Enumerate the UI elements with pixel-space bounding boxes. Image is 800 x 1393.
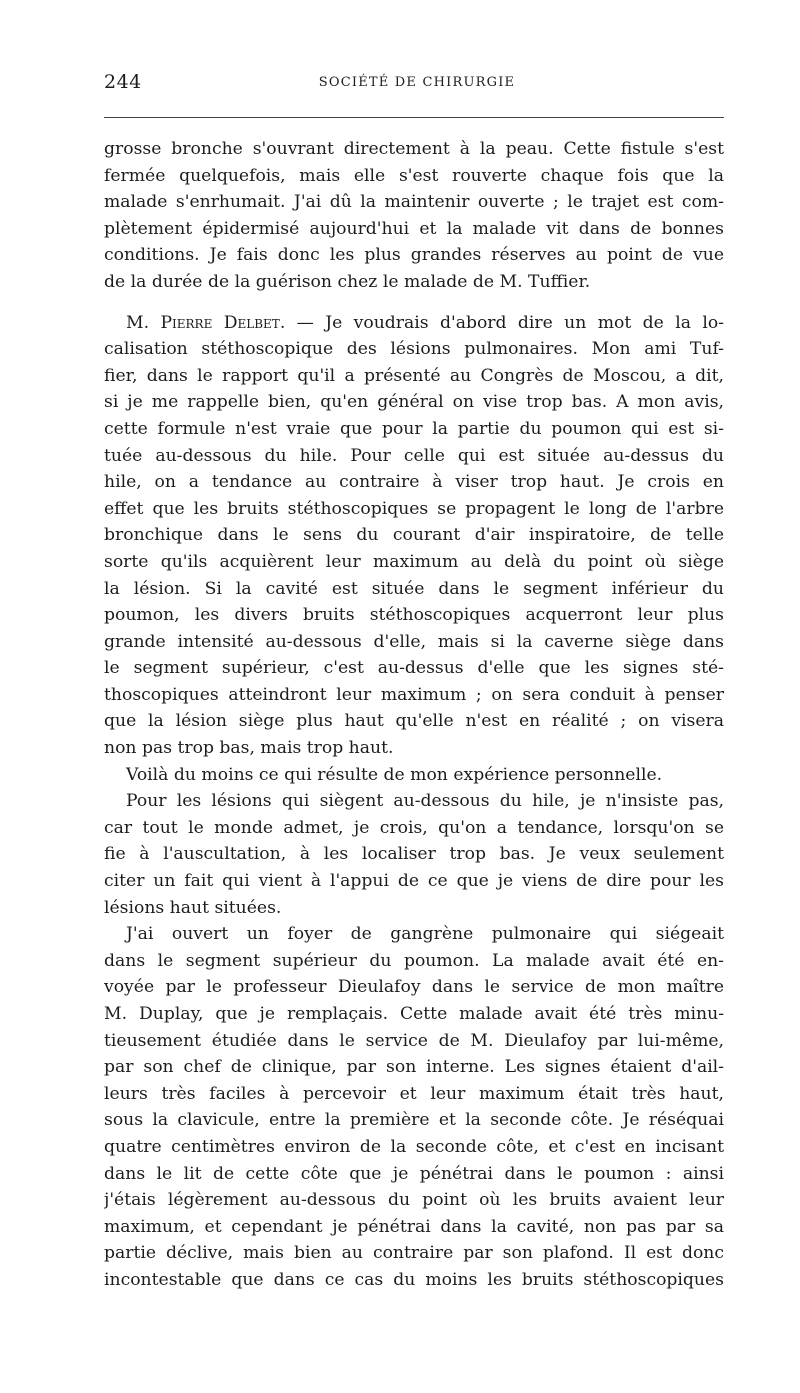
- text-line: poumon, les divers bruits stéthoscopiques acquerront leur plus: [104, 605, 724, 626]
- text-line: incontestable que dans ce cas du moins les bruits stéthoscopiques: [104, 1269, 724, 1290]
- header-rule: [104, 117, 724, 118]
- text-line: maximum, et cependant je pénétrai dans la cavité, non pas par sa: [104, 1216, 724, 1237]
- text-line: fermée quelquefois, mais elle s'est rouverte chaque fois que la: [104, 165, 724, 186]
- text-line: par son chef de clinique, par son interne. Les signes étaient d'ail-: [104, 1057, 724, 1078]
- paragraph-4: [104, 788, 724, 921]
- text-line: grande intensité au-dessous d'elle, mais si la caverne siège dans: [104, 631, 724, 652]
- speaker-name: M. Pierre Delbet.: [126, 312, 286, 333]
- text-line: calisation stéthoscopique des lésions pulmonaires. Mon ami Tuf-: [104, 339, 724, 360]
- text-line: fie à l'auscultation, à les localiser trop bas. Je veux seulement: [104, 844, 724, 865]
- text-line: [104, 310, 724, 337]
- paragraph-5: [104, 921, 724, 1293]
- text-line: dans le lit de cette côte que je pénétrai dans le poumon : ainsi: [104, 1163, 724, 1184]
- text-line: que la lésion siège plus haut qu'elle n'est en réalité ; on visera: [104, 711, 724, 732]
- text-line: Voilà du moins ce qui résulte de mon expérience personnelle.: [126, 764, 663, 785]
- text-line: dans le segment supérieur du poumon. La malade avait été en-: [104, 950, 724, 971]
- text-line: j'étais légèrement au-dessous du point où les bruits avaient leur: [104, 1190, 724, 1211]
- paragraph-2: [104, 310, 724, 762]
- text-line: conditions. Je fais donc les plus grandes réserves au point de vue: [104, 245, 724, 266]
- text-line: malade s'enrhumait. J'ai dû la maintenir ouverte ; le trajet est com-: [104, 192, 724, 213]
- text-line: tuée au-dessous du hile. Pour celle qui est située au-dessus du: [104, 445, 724, 466]
- text-line: non pas trop bas, mais trop haut.: [104, 738, 394, 759]
- body-text: [104, 136, 724, 1294]
- text-line: leurs très faciles à percevoir et leur maximum était très haut,: [104, 1083, 724, 1104]
- text-line: voyée par le professeur Dieulafoy dans le service de mon maître: [104, 977, 724, 998]
- text-line: J'ai ouvert un foyer de gangrène pulmonaire qui siégeait: [126, 924, 724, 945]
- paragraph-3: [104, 762, 724, 789]
- text-line: hile, on a tendance au contraire à viser trop haut. Je crois en: [104, 472, 724, 493]
- text-line: effet que les bruits stéthoscopiques se propagent le long de l'arbre: [104, 498, 724, 519]
- text-line: de la durée de la guérison chez le malade de M. Tuffier.: [104, 271, 591, 292]
- paragraph-gap: [104, 296, 724, 310]
- text-line: thoscopiques atteindront leur maximum ; on sera conduit à penser: [104, 684, 724, 705]
- text-line: le segment supérieur, c'est au-dessus d'elle que les signes sté-: [104, 658, 724, 679]
- running-title: SOCIÉTÉ DE CHIRURGIE: [318, 75, 516, 90]
- text-line: citer un fait qui vient à l'appui de ce que je viens de dire pour les: [104, 871, 724, 892]
- text-line: si je me rappelle bien, qu'en général on vise trop bas. A mon avis,: [104, 392, 724, 413]
- text-line: cette formule n'est vraie que pour la partie du poumon qui est si-: [104, 418, 724, 439]
- text-line: partie déclive, mais bien au contraire par son plafond. Il est donc: [104, 1243, 724, 1264]
- text-line: lésions haut situées.: [104, 897, 282, 918]
- text-line: bronchique dans le sens du courant d'air inspiratoire, de telle: [104, 525, 724, 546]
- text-line: car tout le monde admet, je crois, qu'on a tendance, lorsqu'on se: [104, 817, 724, 838]
- page-number: 244: [104, 71, 142, 93]
- text-line: fier, dans le rapport qu'il a présenté au Congrès de Moscou, a dit,: [104, 365, 724, 386]
- text-line: sous la clavicule, entre la première et la seconde côte. Je réséquai: [104, 1110, 724, 1131]
- text-line: sorte qu'ils acquièrent leur maximum au delà du point où siège: [104, 551, 724, 572]
- text-line: M. Duplay, que je remplaçais. Cette malade avait été très minu-: [104, 1004, 724, 1024]
- text-line-rest: — Je voudrais d'abord dire un mot de la lo-: [285, 312, 724, 333]
- paragraph-1: [104, 136, 724, 296]
- text-line: plètement épidermisé aujourd'hui et la malade vit dans de bonnes: [104, 218, 724, 239]
- text-line: quatre centimètres environ de la seconde côte, et c'est en incisant: [104, 1136, 724, 1157]
- text-line: Pour les lésions qui siègent au-dessous du hile, je n'insiste pas,: [126, 791, 724, 812]
- page-header: [104, 71, 724, 95]
- text-line: tieusement étudiée dans le service de M. Dieulafoy par lui-même,: [104, 1030, 724, 1051]
- text-line: grosse bronche s'ouvrant directement à la peau. Cette fistule s'est: [104, 139, 724, 159]
- text-line: la lésion. Si la cavité est située dans le segment inférieur du: [104, 578, 724, 599]
